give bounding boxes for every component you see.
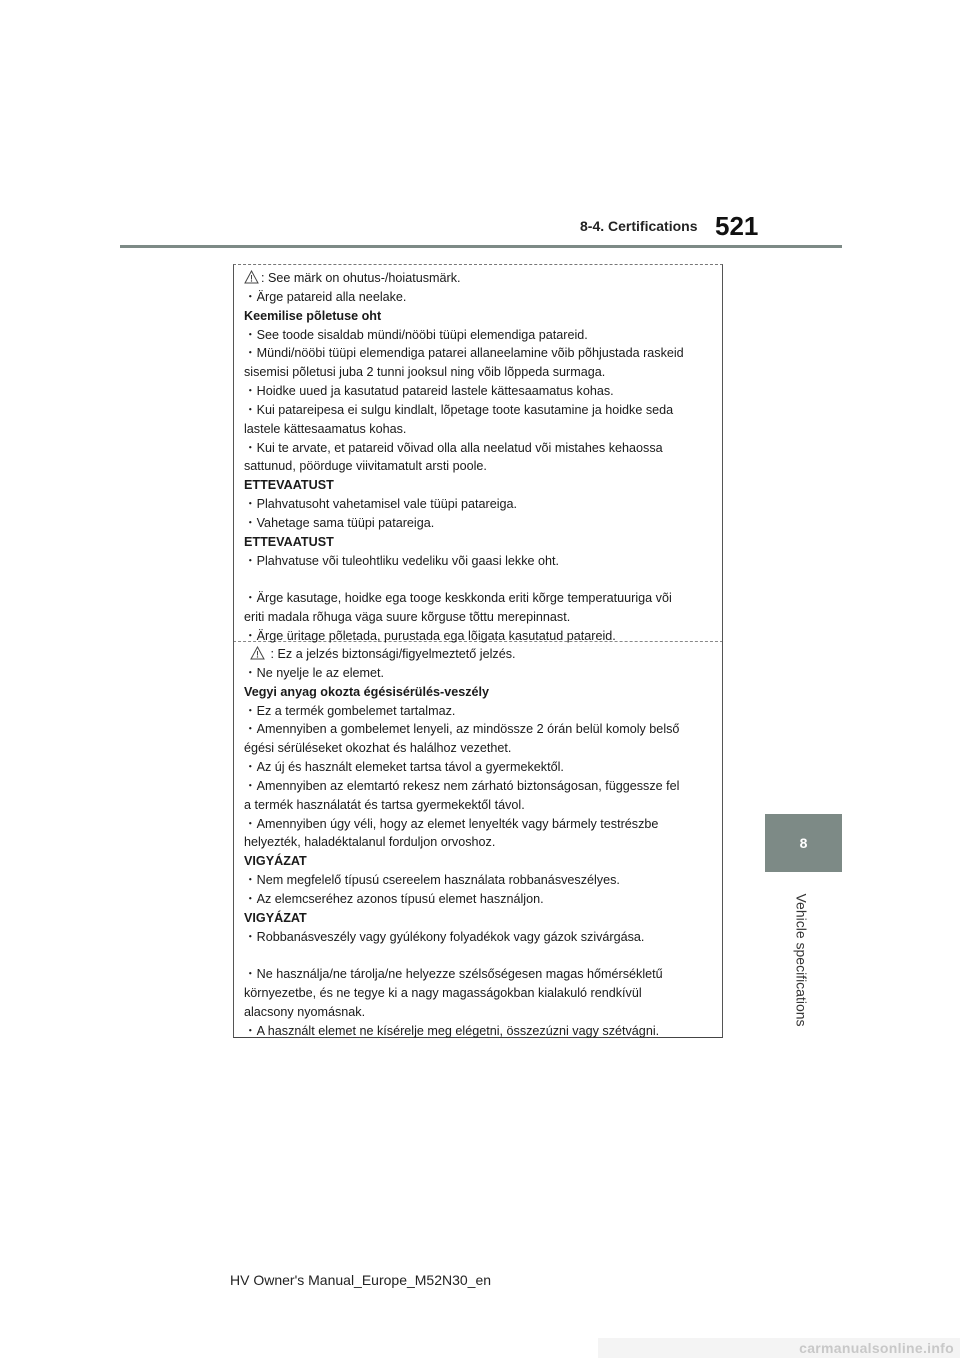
text-line: ・Amennyiben az elemtartó rekesz nem zárható biztonságosan, függessze fel	[244, 778, 680, 793]
warning-triangle-icon	[244, 270, 259, 284]
page-number: 521	[715, 211, 759, 241]
section-heading: Vegyi anyag okozta égésisérülés-veszély	[244, 684, 490, 699]
section-title: 8-4. Certifications	[580, 218, 698, 234]
text-line: ・Ärge patareid alla neelake.	[244, 289, 407, 304]
text-line: sattunud, pöörduge viivitamatult arsti poole.	[244, 459, 487, 474]
text-line: ・Kui patareipesa ei sulgu kindlalt, lõpetage toote kasutamine ja hoidke seda	[244, 402, 674, 417]
text-line: ・Hoidke uued ja kasutatud patareid lastele kättesaamatus kohas.	[244, 384, 614, 399]
estonian-warning-box	[233, 264, 723, 642]
text-line: a termék használatát és tartsa gyermekektől távol.	[244, 797, 525, 812]
spacer	[244, 571, 722, 590]
spacer	[244, 947, 722, 966]
text-line: ・Kui te arvate, et patareid võivad olla alla neelatud või mistahes kehaossa	[244, 440, 663, 455]
caution-heading: VIGYÁZAT	[244, 854, 307, 869]
section-heading: Keemilise põletuse oht	[244, 308, 382, 323]
text-line: ・Ärge üritage põletada, purustada ega lõigata kasutatud patareid.	[244, 629, 616, 644]
text-line: ・A használt elemet ne kísérelje meg elégetni, összezúzni vagy szétvágni.	[244, 1023, 660, 1038]
text-line: ・Vahetage sama tüüpi patareiga.	[244, 515, 435, 530]
caution-heading: ETTEVAATUST	[244, 534, 334, 549]
footer-manual-name: HV Owner's Manual_Europe_M52N30_en	[230, 1272, 492, 1288]
chapter-side-title-text: Vehicle specifications	[794, 893, 811, 1027]
chapter-tab: 8	[765, 814, 842, 872]
text-line: ・Ne használja/ne tárolja/ne helyezze szélsőségesen magas hőmérsékletű	[244, 967, 663, 982]
hungarian-symbol-line: : Ez a jelzés biztonsági/figyelmeztető jelzés.	[244, 645, 722, 664]
text-line: ・Ez a termék gombelemet tartalmaz.	[244, 703, 456, 718]
chapter-side-title	[752, 880, 852, 1040]
text-line: alacsony nyomásnak.	[244, 1005, 366, 1020]
hungarian-warning-box	[233, 641, 723, 1038]
text-line: égési sérüléseket okozhat és halálhoz vezethet.	[244, 741, 512, 756]
text-line: helyezték, haladéktalanul forduljon orvoshoz.	[244, 835, 496, 850]
text-line: ・Ärge kasutage, hoidke ega tooge keskkonda eriti kõrge temperatuuriga või	[244, 591, 672, 606]
caution-heading: VIGYÁZAT	[244, 910, 307, 925]
header-divider	[120, 245, 842, 248]
text-line: ・Plahvatuse või tuleohtliku vedeliku või gaasi lekke oht.	[244, 553, 560, 568]
text-line: ・Az elemcseréhez azonos típusú elemet használjon.	[244, 891, 544, 906]
text-line: sisemisi põletusi juba 2 tunni jooksul ning võib lõppeda surmaga.	[244, 365, 606, 380]
text-line: ・Nem megfelelő típusú csereelem használata robbanásveszélyes.	[244, 873, 620, 888]
text-line: ・Plahvatusoht vahetamisel vale tüüpi patareiga.	[244, 497, 518, 512]
estonian-symbol-line: : See märk on ohutus-/hoiatusmärk.	[244, 269, 722, 288]
text-line: lastele kättesaamatus kohas.	[244, 421, 407, 436]
text-line: ・Ne nyelje le az elemet.	[244, 665, 384, 680]
text-line: ・Amennyiben úgy véli, hogy az elemet lenyelték vagy bármely testrészbe	[244, 816, 659, 831]
watermark: carmanualsonline.info	[598, 1338, 960, 1358]
text-line: ・Robbanásveszély vagy gyúlékony folyadékok vagy gázok szivárgása.	[244, 929, 645, 944]
text-line: ・Amennyiben a gombelemet lenyeli, az mindössze 2 órán belül komoly belső	[244, 722, 680, 737]
text-line: ・Mündi/nööbi tüüpi elemendiga patarei allaneelamine võib põhjustada raskeid	[244, 346, 684, 361]
text-line: ・See toode sisaldab mündi/nööbi tüüpi elemendiga patareid.	[244, 327, 588, 342]
text-line: környezetbe, és ne tegye ki a nagy magasságokban kialakuló rendkívül	[244, 986, 642, 1001]
text-line: eriti madala rõhuga väga suure kõrguse tõttu merepinnast.	[244, 610, 571, 625]
text-line: ・Az új és használt elemeket tartsa távol a gyermekektől.	[244, 760, 564, 775]
caution-heading: ETTEVAATUST	[244, 478, 334, 493]
warning-triangle-icon	[250, 646, 265, 660]
